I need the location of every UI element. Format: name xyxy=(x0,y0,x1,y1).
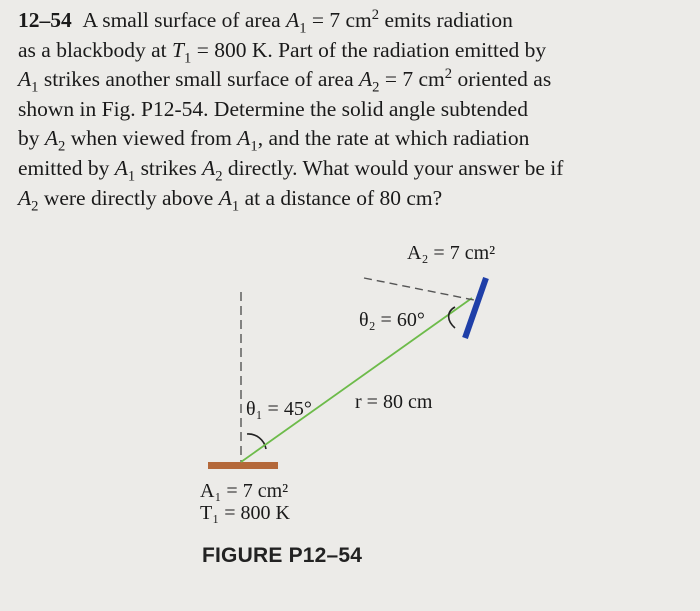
problem-line-7: $A_2$ were directly above $A_1$ at a distance of 80 cm? xyxy=(18,185,443,214)
theta2-label: θ₂ = 60° xyxy=(359,309,425,331)
distance-label: r = 80 cm xyxy=(355,391,433,413)
problem-line-4: shown in Fig. P12-54. Determine the solid angle subtended xyxy=(18,96,528,121)
a2-surface xyxy=(465,278,486,338)
problem-number: 12–54 xyxy=(18,8,72,32)
problem-line-6: emitted by $A_1$ strikes $A_2$ directly. What would your answer be if xyxy=(18,155,564,185)
ray-line xyxy=(241,298,472,462)
a2-area-label: A₂ = 7 cm² xyxy=(407,242,496,264)
figure-caption: FIGURE P12–54 xyxy=(202,544,363,567)
a1-surface xyxy=(208,462,278,469)
a2-normal-dashed-line xyxy=(364,278,474,300)
figure-p12-54 xyxy=(0,236,700,611)
theta1-label: θ₁ = 45° xyxy=(246,398,312,420)
problem-text xyxy=(18,6,684,213)
problem-line-3: $A_1$ strikes another small surface of area $A_2 = 7$ $cm^2$ oriented as xyxy=(18,66,552,96)
problem-line-2: as a blackbody at $T_1 = 800$ K. Part of the radiation emitted by xyxy=(18,37,547,66)
a1-area-label: A₁ = 7 cm² xyxy=(200,480,289,502)
problem-line-5: by $A_2$ when viewed from $A_1$, and the rate at which radiation xyxy=(18,126,530,155)
problem-line-1: 12–54 A small surface of area $A_1 = 7$ $cm^2$ emits radiation xyxy=(18,6,513,37)
t1-temperature-label: T₁ = 800 K xyxy=(200,502,290,524)
